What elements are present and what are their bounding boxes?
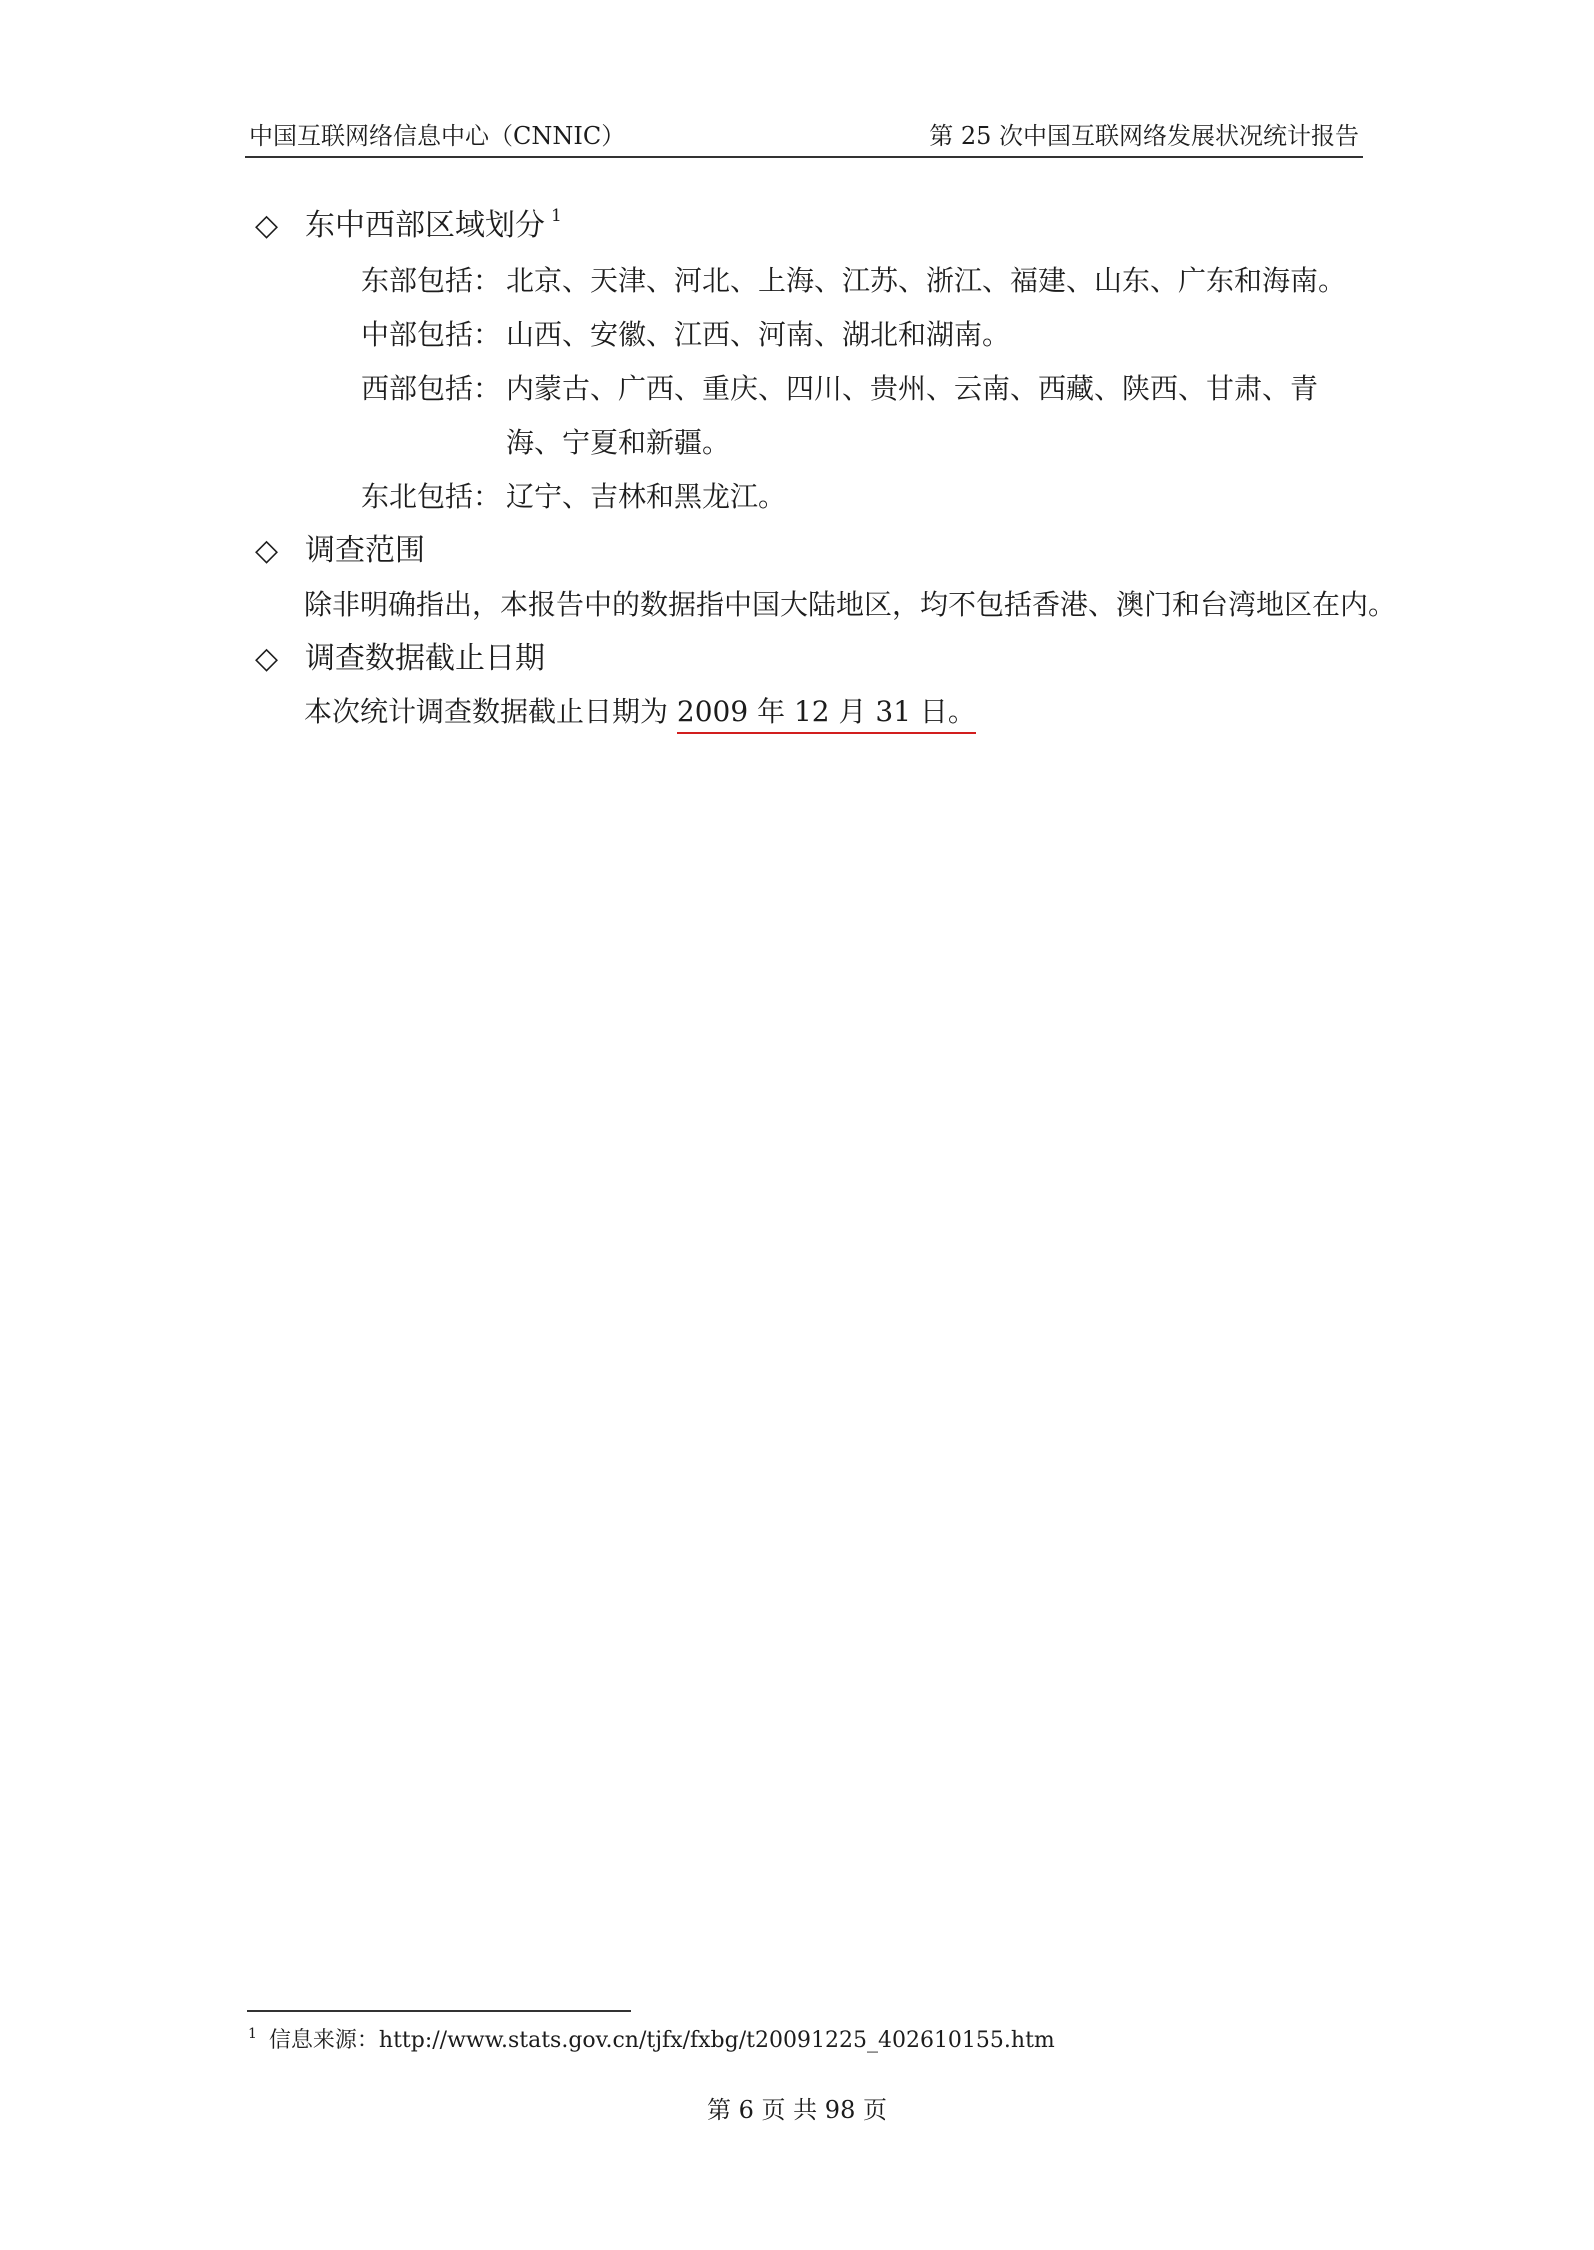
cutoff-date-highlight: 2009 年 12 月 31 日。 [677,695,976,734]
footnote-number: 1 [248,2026,257,2042]
diamond-bullet-icon: ◇ [255,533,279,568]
region-provinces: 内蒙古、广西、重庆、四川、贵州、云南、西藏、陕西、甘肃、青 [506,372,1319,405]
footnote-text: 信息来源：http://www.stats.gov.cn/tjfx/fxbg/t20091225_402610155.htm [268,2028,1055,2053]
page-header [245,118,1363,158]
scope-paragraph: 除非明确指出，本报告中的数据指中国大陆地区，均不包括香港、澳门和台湾地区在内。 [304,588,1397,621]
diamond-bullet-icon: ◇ [255,641,279,676]
section-heading-scope [255,531,425,571]
section-heading-cutoff-date [255,639,545,679]
section-heading-regions [255,206,562,250]
cutoff-text: 本次统计调查数据截止日期为 [304,695,677,728]
header-report-title: 第 25 次中国互联网络发展状况统计报告 [929,122,1359,150]
footnote-divider [247,2010,631,2012]
region-label: 中部包括： [361,318,502,351]
heading-text: 东中西部区域划分 [305,208,545,243]
region-label: 西部包括： [361,372,502,405]
region-label: 东北包括： [361,480,502,513]
heading-text: 调查数据截止日期 [305,641,545,676]
footnote [248,2026,1055,2058]
region-provinces: 山西、安徽、江西、河南、湖北和湖南。 [506,318,1011,351]
footnote-reference: 1 [551,206,562,226]
diamond-bullet-icon: ◇ [255,208,279,243]
region-provinces: 北京、天津、河北、上海、江苏、浙江、福建、山东、广东和海南。 [506,264,1347,297]
heading-text: 调查范围 [305,533,425,568]
region-provinces: 辽宁、吉林和黑龙江。 [506,480,787,513]
header-organization: 中国互联网络信息中心（CNNIC） [249,122,626,150]
page-number: 第 6 页 共 98 页 [707,2096,887,2124]
cutoff-paragraph [304,693,976,731]
region-provinces-continuation: 海、宁夏和新疆。 [506,426,731,459]
region-label: 东部包括： [361,264,502,297]
